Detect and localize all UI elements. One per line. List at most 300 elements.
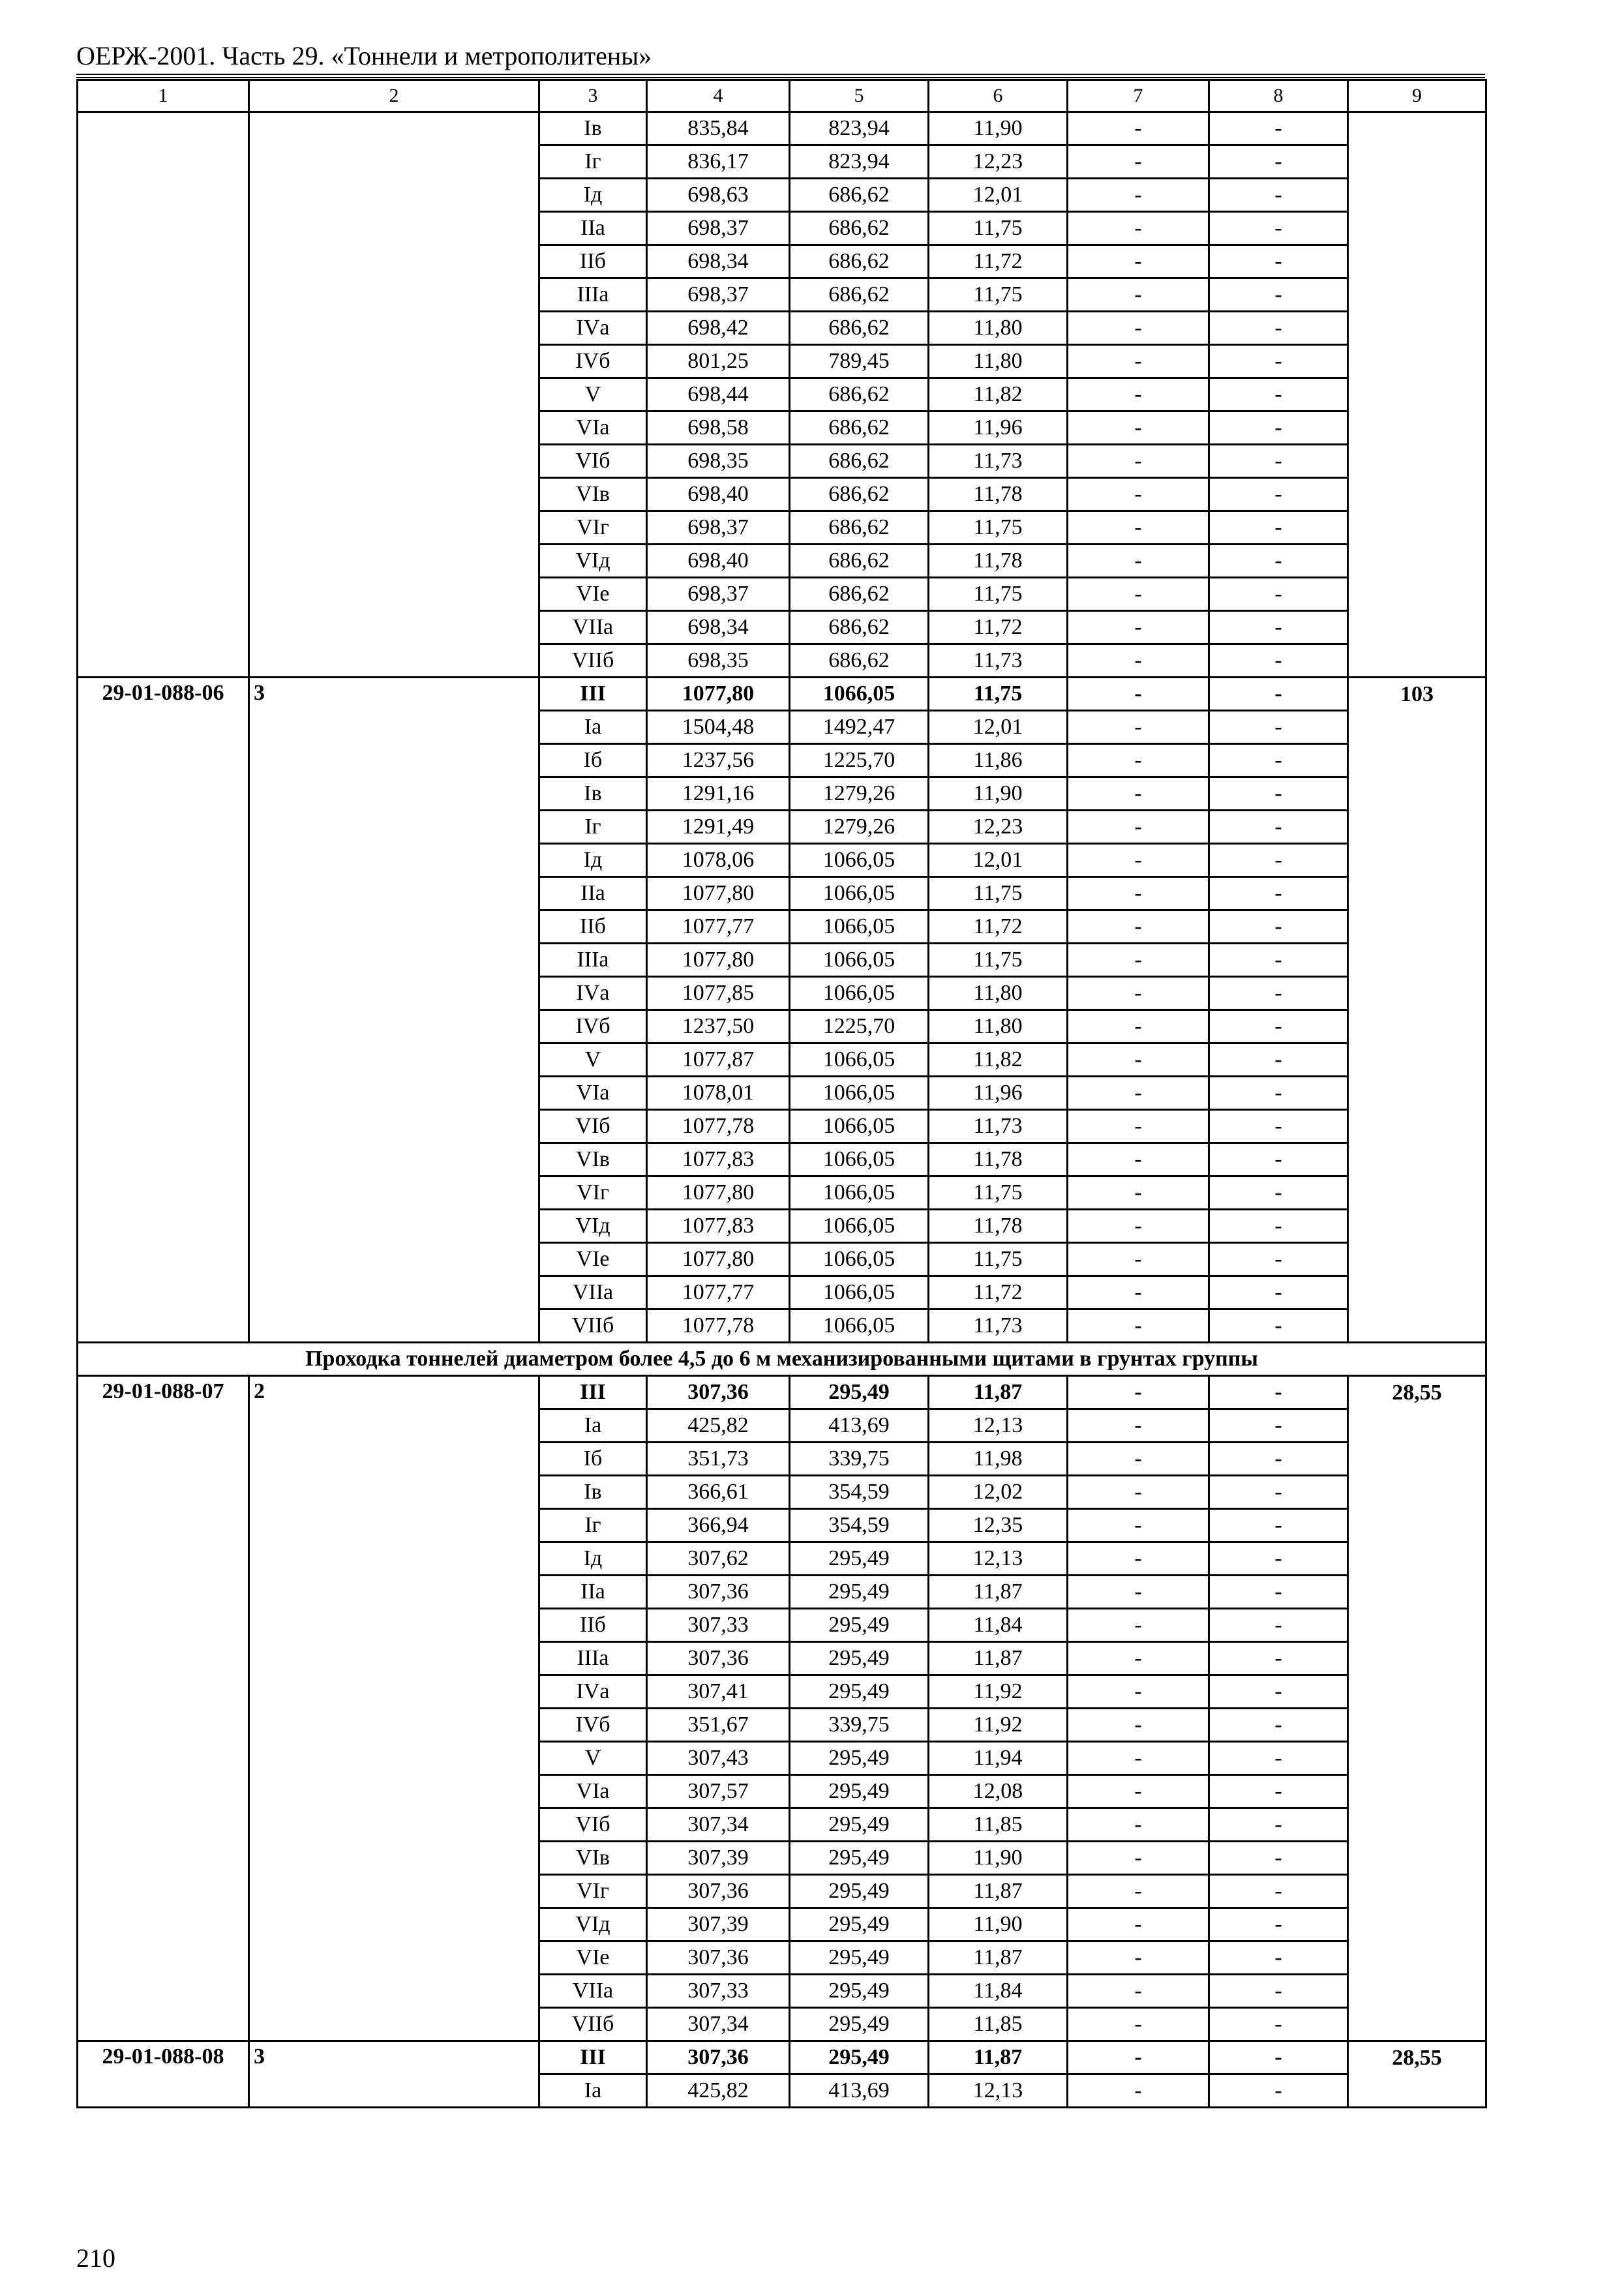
group-cell — [249, 1409, 539, 1443]
other-cell: - — [1209, 312, 1348, 345]
table-row — [78, 1542, 1486, 1576]
group-cell — [249, 611, 539, 644]
group-cell — [249, 711, 539, 744]
code-cell — [78, 1409, 249, 1443]
table-row — [78, 1110, 1486, 1143]
other-cell: - — [1209, 1808, 1348, 1842]
labor-cost-cell: 413,69 — [790, 2074, 929, 2108]
other-cell: - — [1209, 1875, 1348, 1908]
col9-cell — [1348, 112, 1486, 145]
col9-cell — [1348, 179, 1486, 212]
col9-cell — [1348, 1110, 1486, 1143]
group-cell — [249, 345, 539, 378]
machine-cost-cell: 11,82 — [929, 1043, 1068, 1077]
soil-class-cell: IIа — [539, 212, 647, 245]
other-cell: - — [1209, 212, 1348, 245]
direct-cost-cell: 1077,80 — [647, 678, 790, 711]
other-cell: - — [1209, 345, 1348, 378]
soil-class-cell: IIб — [539, 1609, 647, 1642]
soil-class-cell: VIа — [539, 1077, 647, 1110]
col9-cell — [1348, 1476, 1486, 1509]
other-cell: - — [1209, 1043, 1348, 1077]
other-cell: - — [1209, 245, 1348, 278]
soil-class-cell: VIб — [539, 1808, 647, 1842]
section-heading-row — [78, 1343, 1486, 1376]
soil-class-cell: Iа — [539, 711, 647, 744]
direct-cost-cell: 698,37 — [647, 511, 790, 545]
soil-class-cell: VIе — [539, 1243, 647, 1276]
materials-cell: - — [1068, 944, 1209, 977]
direct-cost-cell: 698,35 — [647, 644, 790, 678]
soil-class-cell: Iг — [539, 145, 647, 179]
col9-cell — [1348, 1243, 1486, 1276]
soil-class-cell: Iв — [539, 112, 647, 145]
soil-class-cell: IVб — [539, 1010, 647, 1043]
direct-cost-cell: 1077,78 — [647, 1309, 790, 1343]
materials-cell: - — [1068, 1808, 1209, 1842]
labor-cost-cell: 295,49 — [790, 1908, 929, 1941]
materials-cell: - — [1068, 2074, 1209, 2108]
soil-class-cell: Iд — [539, 1542, 647, 1576]
labor-cost-cell: 1279,26 — [790, 811, 929, 844]
machine-cost-cell: 11,78 — [929, 1143, 1068, 1176]
other-cell: - — [1209, 445, 1348, 478]
direct-cost-cell: 307,36 — [647, 1875, 790, 1908]
group-cell — [249, 910, 539, 944]
direct-cost-cell: 307,41 — [647, 1675, 790, 1709]
direct-cost-cell: 698,34 — [647, 245, 790, 278]
machine-cost-cell: 11,87 — [929, 1941, 1068, 1975]
other-cell: - — [1209, 1576, 1348, 1609]
machine-cost-cell: 11,84 — [929, 1609, 1068, 1642]
materials-cell: - — [1068, 1975, 1209, 2008]
col9-cell — [1348, 2008, 1486, 2041]
direct-cost-cell: 698,42 — [647, 312, 790, 345]
labor-cost-cell: 789,45 — [790, 345, 929, 378]
machine-cost-cell: 12,13 — [929, 1542, 1068, 1576]
table-row — [78, 611, 1486, 644]
machine-cost-cell: 11,82 — [929, 378, 1068, 411]
labor-cost-cell: 1066,05 — [790, 977, 929, 1010]
direct-cost-cell: 1077,77 — [647, 1276, 790, 1309]
group-cell — [249, 1875, 539, 1908]
machine-cost-cell: 11,78 — [929, 478, 1068, 511]
table-row — [78, 1443, 1486, 1476]
machine-cost-cell: 11,73 — [929, 1309, 1068, 1343]
machine-cost-cell: 11,90 — [929, 1908, 1068, 1941]
table-row — [78, 1409, 1486, 1443]
code-cell: 29-01-088-07 — [78, 1376, 249, 1409]
code-cell — [78, 711, 249, 744]
code-cell — [78, 1176, 249, 1210]
code-cell — [78, 611, 249, 644]
materials-cell: - — [1068, 977, 1209, 1010]
table-row — [78, 1975, 1486, 2008]
soil-class-cell: V — [539, 378, 647, 411]
machine-cost-cell: 11,90 — [929, 112, 1068, 145]
code-cell — [78, 411, 249, 445]
header-rule — [76, 74, 1485, 78]
group-cell — [249, 1576, 539, 1609]
group-cell — [249, 1709, 539, 1742]
table-row — [78, 2074, 1486, 2108]
labor-cost-cell: 1066,05 — [790, 1143, 929, 1176]
code-cell — [78, 1077, 249, 1110]
group-cell — [249, 1509, 539, 1542]
table-row — [78, 1642, 1486, 1675]
soil-class-cell: III — [539, 1376, 647, 1409]
code-cell — [78, 1709, 249, 1742]
other-cell: - — [1209, 977, 1348, 1010]
other-cell: - — [1209, 1143, 1348, 1176]
direct-cost-cell: 351,73 — [647, 1443, 790, 1476]
col9-cell: 28,55 — [1348, 1376, 1486, 1409]
materials-cell: - — [1068, 578, 1209, 611]
direct-cost-cell: 698,58 — [647, 411, 790, 445]
materials-cell: - — [1068, 1742, 1209, 1775]
col9-cell — [1348, 478, 1486, 511]
machine-cost-cell: 11,92 — [929, 1709, 1068, 1742]
direct-cost-cell: 1237,50 — [647, 1010, 790, 1043]
group-cell — [249, 1176, 539, 1210]
col9-cell — [1348, 644, 1486, 678]
direct-cost-cell: 351,67 — [647, 1709, 790, 1742]
materials-cell: - — [1068, 1043, 1209, 1077]
code-cell — [78, 2008, 249, 2041]
direct-cost-cell: 698,34 — [647, 611, 790, 644]
code-cell — [78, 644, 249, 678]
machine-cost-cell: 12,01 — [929, 179, 1068, 212]
code-cell — [78, 378, 249, 411]
group-cell — [249, 877, 539, 910]
labor-cost-cell: 1066,05 — [790, 1176, 929, 1210]
col9-cell — [1348, 1975, 1486, 2008]
machine-cost-cell: 11,87 — [929, 1576, 1068, 1609]
materials-cell: - — [1068, 345, 1209, 378]
soil-class-cell: VIIб — [539, 1309, 647, 1343]
labor-cost-cell: 1066,05 — [790, 1243, 929, 1276]
other-cell: - — [1209, 411, 1348, 445]
machine-cost-cell: 11,94 — [929, 1742, 1068, 1775]
labor-cost-cell: 339,75 — [790, 1443, 929, 1476]
col9-cell — [1348, 1509, 1486, 1542]
group-cell — [249, 811, 539, 844]
code-cell — [78, 145, 249, 179]
col9-cell — [1348, 744, 1486, 777]
labor-cost-cell: 1066,05 — [790, 1110, 929, 1143]
table-row — [78, 511, 1486, 545]
machine-cost-cell: 11,96 — [929, 411, 1068, 445]
column-number: 6 — [929, 80, 1068, 112]
col9-cell — [1348, 1842, 1486, 1875]
code-cell — [78, 1609, 249, 1642]
norms-table-body — [78, 80, 1486, 2108]
group-cell — [249, 1043, 539, 1077]
labor-cost-cell: 686,62 — [790, 545, 929, 578]
other-cell: - — [1209, 744, 1348, 777]
col9-cell — [1348, 1808, 1486, 1842]
soil-class-cell: III — [539, 678, 647, 711]
code-cell — [78, 545, 249, 578]
soil-class-cell: Iг — [539, 811, 647, 844]
other-cell: - — [1209, 877, 1348, 910]
table-row — [78, 744, 1486, 777]
soil-class-cell: Iв — [539, 1476, 647, 1509]
soil-class-cell: VIд — [539, 1210, 647, 1243]
other-cell: - — [1209, 1077, 1348, 1110]
table-row — [78, 179, 1486, 212]
code-cell — [78, 212, 249, 245]
code-cell — [78, 1742, 249, 1775]
code-cell — [78, 1642, 249, 1675]
table-row — [78, 1742, 1486, 1775]
direct-cost-cell: 307,39 — [647, 1842, 790, 1875]
materials-cell: - — [1068, 1675, 1209, 1709]
direct-cost-cell: 1078,01 — [647, 1077, 790, 1110]
machine-cost-cell: 11,87 — [929, 1376, 1068, 1409]
machine-cost-cell: 11,87 — [929, 2041, 1068, 2074]
group-cell — [249, 145, 539, 179]
code-cell — [78, 1043, 249, 1077]
other-cell: - — [1209, 1675, 1348, 1709]
code-cell — [78, 2074, 249, 2108]
group-cell — [249, 1276, 539, 1309]
direct-cost-cell: 1077,78 — [647, 1110, 790, 1143]
column-number: 5 — [790, 80, 929, 112]
machine-cost-cell: 11,98 — [929, 1443, 1068, 1476]
labor-cost-cell: 686,62 — [790, 478, 929, 511]
machine-cost-cell: 11,80 — [929, 345, 1068, 378]
materials-cell: - — [1068, 1775, 1209, 1808]
code-cell — [78, 910, 249, 944]
table-row-main — [78, 1376, 1486, 1409]
direct-cost-cell: 307,62 — [647, 1542, 790, 1576]
soil-class-cell: IIа — [539, 877, 647, 910]
labor-cost-cell: 295,49 — [790, 1775, 929, 1808]
table-row-main — [78, 678, 1486, 711]
labor-cost-cell: 1066,05 — [790, 1077, 929, 1110]
code-cell — [78, 345, 249, 378]
soil-class-cell: IVб — [539, 345, 647, 378]
other-cell: - — [1209, 511, 1348, 545]
other-cell: - — [1209, 478, 1348, 511]
col9-cell — [1348, 1908, 1486, 1941]
column-number: 9 — [1348, 80, 1486, 112]
col9-cell — [1348, 1443, 1486, 1476]
direct-cost-cell: 425,82 — [647, 2074, 790, 2108]
page-header: ОЕРЖ-2001. Часть 29. «Тоннели и метрополитены» — [76, 41, 652, 70]
soil-class-cell: Iа — [539, 2074, 647, 2108]
direct-cost-cell: 801,25 — [647, 345, 790, 378]
soil-class-cell: IIIа — [539, 278, 647, 312]
code-cell — [78, 312, 249, 345]
machine-cost-cell: 12,01 — [929, 844, 1068, 877]
machine-cost-cell: 11,75 — [929, 1176, 1068, 1210]
column-number: 1 — [78, 80, 249, 112]
materials-cell: - — [1068, 545, 1209, 578]
materials-cell: - — [1068, 1642, 1209, 1675]
col9-cell — [1348, 1143, 1486, 1176]
direct-cost-cell: 698,35 — [647, 445, 790, 478]
machine-cost-cell: 11,75 — [929, 877, 1068, 910]
code-cell — [78, 1143, 249, 1176]
materials-cell: - — [1068, 711, 1209, 744]
labor-cost-cell: 295,49 — [790, 1808, 929, 1842]
col9-cell — [1348, 2074, 1486, 2108]
table-row — [78, 910, 1486, 944]
materials-cell: - — [1068, 1077, 1209, 1110]
materials-cell: - — [1068, 678, 1209, 711]
materials-cell: - — [1068, 844, 1209, 877]
other-cell: - — [1209, 678, 1348, 711]
materials-cell: - — [1068, 411, 1209, 445]
labor-cost-cell: 1279,26 — [790, 777, 929, 811]
labor-cost-cell: 686,62 — [790, 511, 929, 545]
soil-class-cell: VIд — [539, 545, 647, 578]
col9-cell — [1348, 1742, 1486, 1775]
direct-cost-cell: 836,17 — [647, 145, 790, 179]
materials-cell: - — [1068, 1010, 1209, 1043]
direct-cost-cell: 698,37 — [647, 578, 790, 611]
materials-cell: - — [1068, 245, 1209, 278]
materials-cell: - — [1068, 2008, 1209, 2041]
direct-cost-cell: 698,40 — [647, 478, 790, 511]
labor-cost-cell: 686,62 — [790, 312, 929, 345]
labor-cost-cell: 1066,05 — [790, 1043, 929, 1077]
machine-cost-cell: 11,90 — [929, 1842, 1068, 1875]
code-cell — [78, 1875, 249, 1908]
soil-class-cell: IIб — [539, 245, 647, 278]
direct-cost-cell: 307,39 — [647, 1908, 790, 1941]
labor-cost-cell: 1225,70 — [790, 1010, 929, 1043]
col9-cell — [1348, 1043, 1486, 1077]
table-row — [78, 877, 1486, 910]
direct-cost-cell: 1077,80 — [647, 1243, 790, 1276]
machine-cost-cell: 11,87 — [929, 1642, 1068, 1675]
col9-cell — [1348, 1542, 1486, 1576]
table-row — [78, 1875, 1486, 1908]
group-cell — [249, 545, 539, 578]
machine-cost-cell: 11,72 — [929, 910, 1068, 944]
group-cell — [249, 2074, 539, 2108]
code-cell — [78, 1975, 249, 2008]
other-cell: - — [1209, 545, 1348, 578]
code-cell — [78, 1775, 249, 1808]
col9-cell — [1348, 1709, 1486, 1742]
machine-cost-cell: 12,23 — [929, 145, 1068, 179]
table-row — [78, 278, 1486, 312]
direct-cost-cell: 1078,06 — [647, 844, 790, 877]
labor-cost-cell: 1066,05 — [790, 877, 929, 910]
code-cell — [78, 1941, 249, 1975]
soil-class-cell: Iб — [539, 744, 647, 777]
direct-cost-cell: 1504,48 — [647, 711, 790, 744]
direct-cost-cell: 307,57 — [647, 1775, 790, 1808]
labor-cost-cell: 354,59 — [790, 1476, 929, 1509]
materials-cell: - — [1068, 145, 1209, 179]
code-cell — [78, 1243, 249, 1276]
direct-cost-cell: 1291,16 — [647, 777, 790, 811]
col9-cell — [1348, 312, 1486, 345]
table-row — [78, 1143, 1486, 1176]
other-cell: - — [1209, 145, 1348, 179]
labor-cost-cell: 413,69 — [790, 1409, 929, 1443]
other-cell: - — [1209, 1443, 1348, 1476]
soil-class-cell: Iб — [539, 1443, 647, 1476]
table-row — [78, 445, 1486, 478]
other-cell: - — [1209, 910, 1348, 944]
col9-cell — [1348, 1675, 1486, 1709]
col9-cell — [1348, 411, 1486, 445]
labor-cost-cell: 339,75 — [790, 1709, 929, 1742]
group-cell — [249, 1210, 539, 1243]
code-cell — [78, 1509, 249, 1542]
materials-cell: - — [1068, 1609, 1209, 1642]
direct-cost-cell: 366,61 — [647, 1476, 790, 1509]
soil-class-cell: VIб — [539, 445, 647, 478]
table-row — [78, 112, 1486, 145]
materials-cell: - — [1068, 1941, 1209, 1975]
column-number: 7 — [1068, 80, 1209, 112]
group-cell — [249, 1010, 539, 1043]
table-row — [78, 2008, 1486, 2041]
machine-cost-cell: 11,73 — [929, 644, 1068, 678]
direct-cost-cell: 698,37 — [647, 278, 790, 312]
group-cell — [249, 1542, 539, 1576]
table-row — [78, 245, 1486, 278]
col9-cell — [1348, 811, 1486, 844]
group-cell — [249, 1642, 539, 1675]
labor-cost-cell: 686,62 — [790, 179, 929, 212]
soil-class-cell: VIг — [539, 1176, 647, 1210]
soil-class-cell: VIв — [539, 1143, 647, 1176]
soil-class-cell: Iд — [539, 179, 647, 212]
group-cell — [249, 1908, 539, 1941]
direct-cost-cell: 835,84 — [647, 112, 790, 145]
labor-cost-cell: 295,49 — [790, 1642, 929, 1675]
soil-class-cell: VIд — [539, 1908, 647, 1941]
other-cell: - — [1209, 1509, 1348, 1542]
other-cell: - — [1209, 1409, 1348, 1443]
code-cell — [78, 1908, 249, 1941]
other-cell: - — [1209, 1542, 1348, 1576]
table-row — [78, 1908, 1486, 1941]
code-cell — [78, 744, 249, 777]
code-cell — [78, 1675, 249, 1709]
materials-cell: - — [1068, 910, 1209, 944]
machine-cost-cell: 11,80 — [929, 1010, 1068, 1043]
materials-cell: - — [1068, 478, 1209, 511]
machine-cost-cell: 12,13 — [929, 2074, 1068, 2108]
materials-cell: - — [1068, 877, 1209, 910]
group-cell — [249, 1143, 539, 1176]
labor-cost-cell: 295,49 — [790, 1742, 929, 1775]
col9-cell — [1348, 1775, 1486, 1808]
code-cell — [78, 777, 249, 811]
materials-cell: - — [1068, 1176, 1209, 1210]
materials-cell: - — [1068, 278, 1209, 312]
direct-cost-cell: 1077,80 — [647, 944, 790, 977]
code-cell — [78, 245, 249, 278]
materials-cell: - — [1068, 644, 1209, 678]
other-cell: - — [1209, 1975, 1348, 2008]
code-cell — [78, 445, 249, 478]
labor-cost-cell: 1066,05 — [790, 844, 929, 877]
group-cell — [249, 1476, 539, 1509]
materials-cell: - — [1068, 445, 1209, 478]
direct-cost-cell: 307,36 — [647, 1576, 790, 1609]
direct-cost-cell: 1077,80 — [647, 877, 790, 910]
